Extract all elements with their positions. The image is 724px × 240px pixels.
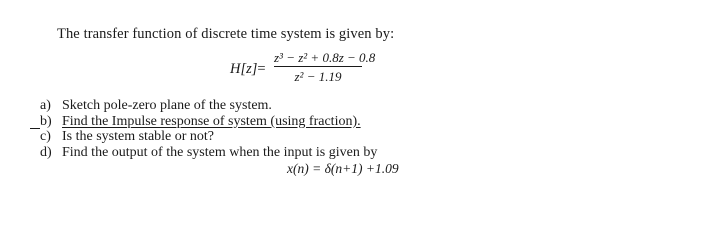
- part-marker: b): [40, 113, 52, 129]
- transfer-function-fraction: [274, 50, 376, 84]
- question-parts: [40, 98, 377, 160]
- question-intro: The transfer function of discrete time system is given by:: [57, 26, 395, 42]
- part-marker: c): [40, 129, 51, 144]
- part-text: Sketch pole-zero plane of the system.: [62, 98, 272, 113]
- part-text: Find the output of the system when the input is given by: [62, 144, 378, 160]
- question-part-c: [40, 129, 377, 145]
- question-part-b: [40, 114, 377, 130]
- fraction-bar: [274, 66, 362, 67]
- part-text: Is the system stable or not?: [62, 129, 215, 144]
- question-part-a: [40, 98, 377, 114]
- transfer-function-name: H[z]: [230, 61, 258, 77]
- question-part-d: [40, 145, 377, 161]
- part-marker: d): [40, 144, 52, 160]
- transfer-function-numerator: z³ − z² + 0.8z − 0.8: [274, 50, 376, 65]
- part-marker: a): [40, 98, 51, 113]
- transfer-function-denominator: z² − 1.19: [294, 69, 342, 84]
- transfer-function-lhs: [230, 61, 266, 78]
- part-text: Find the Impulse response of system (using fraction).: [62, 113, 361, 129]
- equals-sign: =: [257, 61, 266, 77]
- input-signal-equation: x(n) = δ(n+1) +1.09: [287, 161, 399, 176]
- margin-rule: [30, 128, 40, 129]
